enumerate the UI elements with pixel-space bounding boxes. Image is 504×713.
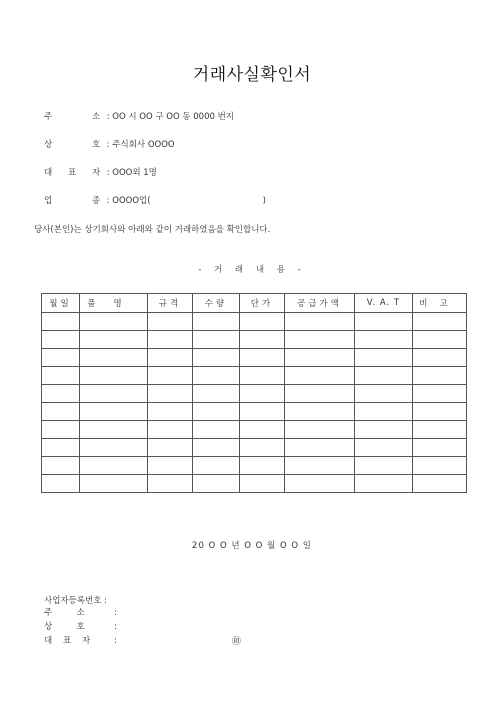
table-cell: [413, 439, 467, 457]
table-cell: [193, 313, 240, 331]
info-address-label-b: 소: [92, 112, 101, 122]
info-business-value: : OOOO업(: [106, 196, 151, 206]
info-ceo-label-b: 자: [92, 168, 101, 178]
table-cell: [240, 457, 285, 475]
table-cell: [413, 313, 467, 331]
table-cell: [148, 385, 193, 403]
table-cell: [148, 403, 193, 421]
table-cell: [193, 475, 240, 493]
footer-reg-no-label: 사업자등록번호 :: [44, 596, 108, 606]
table-cell: [285, 439, 355, 457]
section-title: - 거 래 내 용 -: [198, 265, 306, 275]
table-cell: [193, 349, 240, 367]
table-cell: [355, 385, 413, 403]
table-cell: [42, 331, 80, 349]
table-cell: [413, 367, 467, 385]
table-cell: [80, 457, 148, 475]
table-cell: [413, 349, 467, 367]
table-cell: [413, 475, 467, 493]
table-cell: [80, 331, 148, 349]
info-ceo-value: : OOO외 1명: [106, 168, 157, 178]
table-cell: [285, 313, 355, 331]
table-cell: [285, 403, 355, 421]
info-company-label-b: 호: [92, 140, 101, 150]
info-ceo-row: [44, 166, 157, 178]
confirmation-statement: 당사(본인)는 상기회사와 아래와 같이 거래하였음을 확인합니다.: [34, 225, 271, 235]
table-header-cell: 단가: [240, 294, 285, 313]
info-ceo-label-mid: 표: [68, 168, 77, 178]
info-business-label-b: 종: [92, 196, 101, 206]
table-cell: [240, 385, 285, 403]
info-business-close: ): [262, 196, 266, 206]
table-cell: [355, 331, 413, 349]
table-header-row: [42, 294, 467, 313]
table-row: [42, 331, 467, 349]
table-cell: [80, 403, 148, 421]
info-company-value: : 주식회사 OOOO: [106, 140, 175, 150]
seal-mark: ㊞: [232, 637, 242, 647]
table-cell: [355, 403, 413, 421]
table-cell: [355, 367, 413, 385]
info-address-value: : OO 시 OO 구 OO 동 0000 번지: [106, 112, 235, 122]
table-cell: [285, 367, 355, 385]
table-cell: [240, 439, 285, 457]
table-cell: [193, 439, 240, 457]
table-cell: [285, 421, 355, 439]
table-cell: [413, 403, 467, 421]
table-cell: [285, 385, 355, 403]
footer-ceo-row: [44, 634, 117, 646]
footer-company-label: 상 호: [44, 622, 85, 632]
info-ceo-label-a: 대: [44, 168, 53, 178]
transaction-table: [41, 293, 467, 493]
table-cell: [80, 421, 148, 439]
document-title: 거래사실확인서: [192, 65, 312, 85]
table-cell: [80, 439, 148, 457]
table-cell: [80, 367, 148, 385]
table-cell: [80, 475, 148, 493]
table-cell: [240, 331, 285, 349]
info-business-label-a: 업: [44, 196, 53, 206]
table-cell: [240, 403, 285, 421]
table-cell: [355, 457, 413, 475]
table-cell: [42, 475, 80, 493]
table-cell: [80, 349, 148, 367]
table-cell: [355, 439, 413, 457]
table-cell: [148, 457, 193, 475]
table-cell: [148, 439, 193, 457]
footer-address-colon: :: [114, 608, 117, 618]
table-cell: [193, 457, 240, 475]
table-cell: [42, 403, 80, 421]
table-cell: [148, 331, 193, 349]
table-cell: [148, 421, 193, 439]
table-cell: [42, 439, 80, 457]
table-cell: [42, 349, 80, 367]
table-cell: [285, 349, 355, 367]
table-cell: [285, 457, 355, 475]
table-header-cell: 비고: [413, 294, 467, 313]
table-row: [42, 421, 467, 439]
table-cell: [355, 349, 413, 367]
table-header-cell: 품명: [80, 294, 148, 313]
table-cell: [42, 367, 80, 385]
footer-company-colon: :: [114, 622, 117, 632]
footer-address-label: 주 소: [44, 608, 85, 618]
table-cell: [285, 331, 355, 349]
table-cell: [193, 331, 240, 349]
table-cell: [413, 457, 467, 475]
table-cell: [240, 313, 285, 331]
info-company-label-a: 상: [44, 140, 53, 150]
table-cell: [42, 313, 80, 331]
table-header-cell: 월일: [42, 294, 80, 313]
info-company-row: [44, 138, 175, 150]
table-row: [42, 385, 467, 403]
table-header-cell: 공급가액: [285, 294, 355, 313]
table-row: [42, 475, 467, 493]
table-cell: [285, 475, 355, 493]
footer-company-row: [44, 620, 117, 632]
table-row: [42, 403, 467, 421]
table-cell: [240, 475, 285, 493]
table-cell: [193, 403, 240, 421]
footer-ceo-colon: :: [114, 636, 117, 646]
footer-ceo-label: 대 표 자: [44, 636, 91, 646]
table-cell: [240, 367, 285, 385]
info-address-label-a: 주: [44, 112, 53, 122]
table-cell: [42, 385, 80, 403]
info-business-row: [44, 194, 266, 206]
table-cell: [193, 421, 240, 439]
table-cell: [355, 313, 413, 331]
table-cell: [148, 367, 193, 385]
table-cell: [240, 421, 285, 439]
table-cell: [355, 421, 413, 439]
table-row: [42, 457, 467, 475]
table-cell: [148, 475, 193, 493]
table-cell: [240, 349, 285, 367]
table-cell: [413, 331, 467, 349]
table-cell: [193, 385, 240, 403]
table-cell: [413, 421, 467, 439]
table-row: [42, 367, 467, 385]
table-row: [42, 439, 467, 457]
table-cell: [148, 349, 193, 367]
table-row: [42, 349, 467, 367]
table-cell: [193, 367, 240, 385]
table-cell: [80, 313, 148, 331]
table-header-cell: V. A. T: [355, 294, 413, 313]
table-cell: [148, 313, 193, 331]
info-address-row: [44, 110, 234, 122]
table-cell: [42, 457, 80, 475]
table-row: [42, 313, 467, 331]
table-header-cell: 수량: [193, 294, 240, 313]
table-cell: [413, 385, 467, 403]
table-cell: [355, 475, 413, 493]
table-cell: [80, 385, 148, 403]
table-cell: [42, 421, 80, 439]
footer-address-row: [44, 606, 117, 618]
document-date: 20 O O 년 O O 월 O O 일: [192, 541, 312, 551]
table-header-cell: 규격: [148, 294, 193, 313]
footer-reg-no-row: [44, 594, 107, 606]
